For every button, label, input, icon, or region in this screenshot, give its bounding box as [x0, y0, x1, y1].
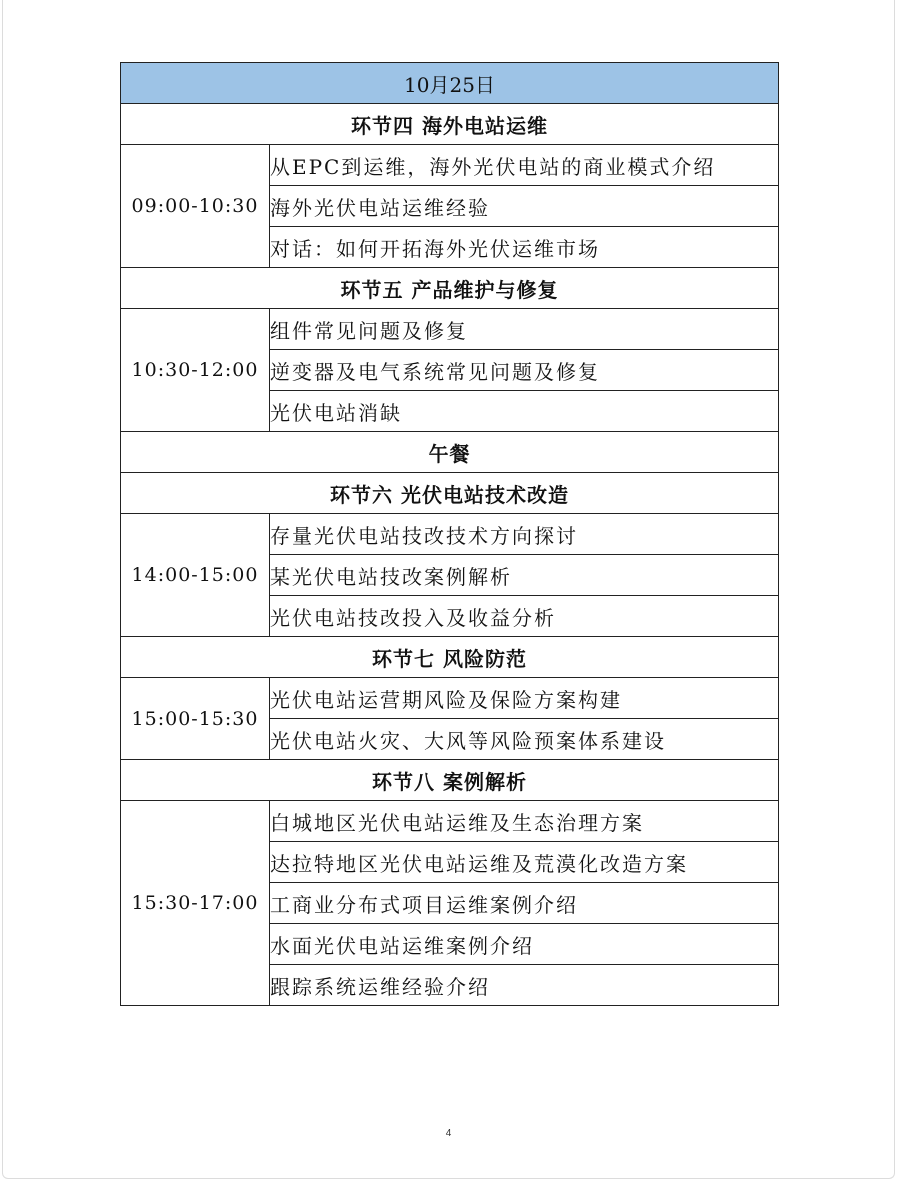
section-row [121, 760, 779, 801]
topic-item: 某光伏电站技改案例解析 [270, 555, 779, 596]
session-time: 15:30-17:00 [121, 801, 270, 1006]
session-row [121, 514, 779, 555]
section-row [121, 637, 779, 678]
section-title: 环节六 光伏电站技术改造 [121, 473, 779, 514]
session-row [121, 145, 779, 186]
session-row [121, 678, 779, 719]
session-row [121, 801, 779, 842]
session-row [121, 309, 779, 350]
session-time: 14:00-15:00 [121, 514, 270, 637]
topic-item: 存量光伏电站技改技术方向探讨 [270, 514, 779, 555]
topic-item: 光伏电站消缺 [270, 391, 779, 432]
topic-item: 对话：如何开拓海外光伏运维市场 [270, 227, 779, 268]
topic-item: 水面光伏电站运维案例介绍 [270, 924, 779, 965]
lunch-break: 午餐 [121, 432, 779, 473]
date-header-row [121, 63, 779, 104]
session-time: 10:30-12:00 [121, 309, 270, 432]
topic-item: 逆变器及电气系统常见问题及修复 [270, 350, 779, 391]
topic-item: 达拉特地区光伏电站运维及荒漠化改造方案 [270, 842, 779, 883]
section-row [121, 473, 779, 514]
topic-item: 光伏电站技改投入及收益分析 [270, 596, 779, 637]
topic-item: 白城地区光伏电站运维及生态治理方案 [270, 801, 779, 842]
section-row [121, 432, 779, 473]
section-title: 环节七 风险防范 [121, 637, 779, 678]
session-time: 09:00-10:30 [121, 145, 270, 268]
date-header: 10月25日 [121, 63, 779, 104]
session-time: 15:00-15:30 [121, 678, 270, 760]
topic-item: 从EPC到运维，海外光伏电站的商业模式介绍 [270, 145, 779, 186]
topic-item: 光伏电站运营期风险及保险方案构建 [270, 678, 779, 719]
section-row [121, 268, 779, 309]
section-title: 环节五 产品维护与修复 [121, 268, 779, 309]
schedule-table [120, 62, 779, 1006]
section-title: 环节八 案例解析 [121, 760, 779, 801]
topic-item: 光伏电站火灾、大风等风险预案体系建设 [270, 719, 779, 760]
topic-item: 工商业分布式项目运维案例介绍 [270, 883, 779, 924]
section-row [121, 104, 779, 145]
topic-item: 组件常见问题及修复 [270, 309, 779, 350]
topic-item: 跟踪系统运维经验介绍 [270, 965, 779, 1006]
topic-item: 海外光伏电站运维经验 [270, 186, 779, 227]
page-number: 4 [445, 1128, 452, 1139]
section-title: 环节四 海外电站运维 [121, 104, 779, 145]
